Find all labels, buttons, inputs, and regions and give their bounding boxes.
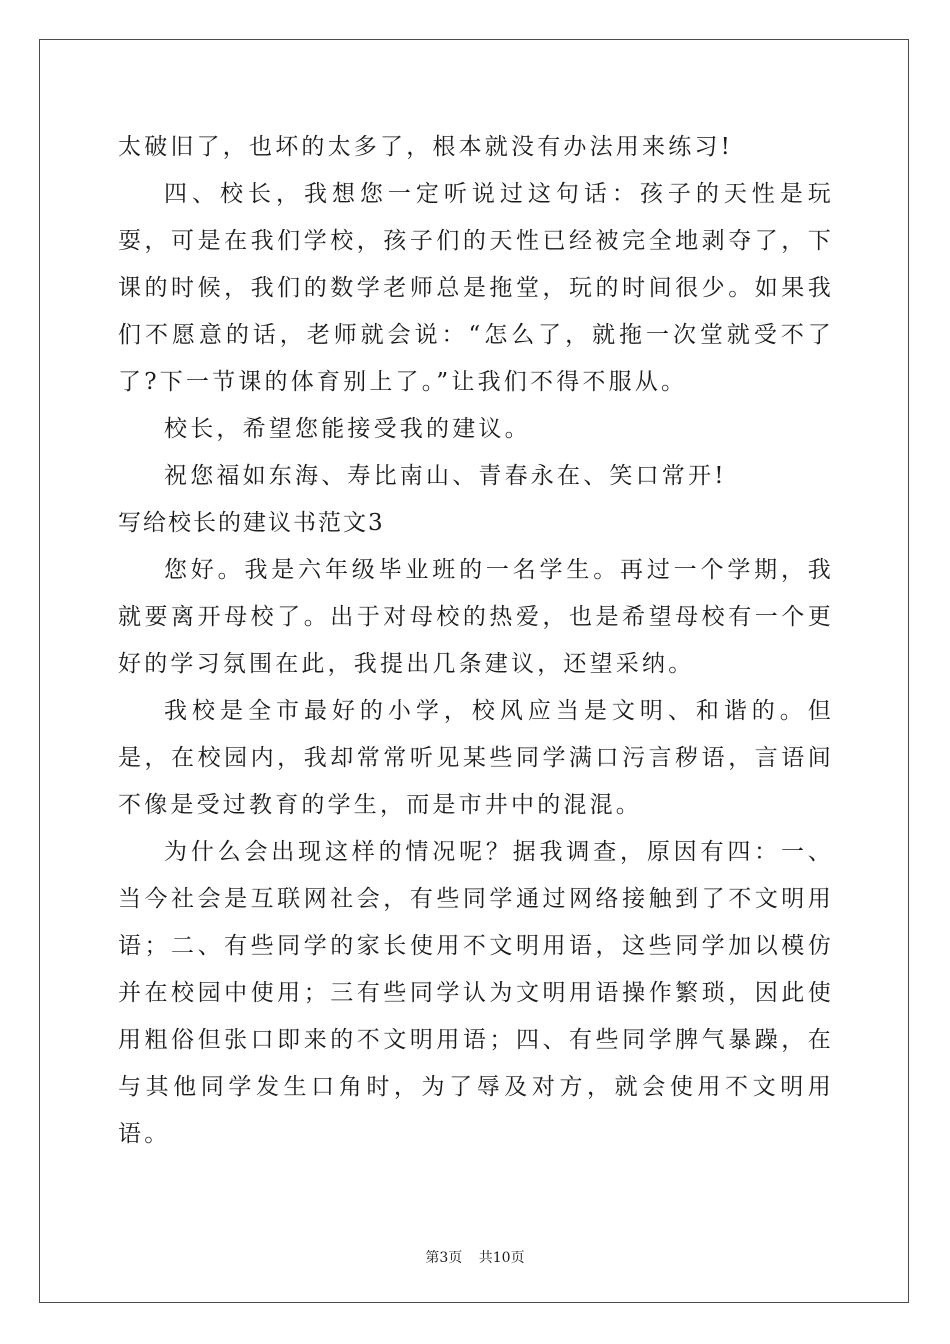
document-body	[118, 124, 834, 1158]
paragraph-reasons: 为什么会出现这样的情况呢？据我调查，原因有四：一、当今社会是互联网社会，有些同学通过网络接触到了不文明用语；二、有些同学的家长使用不文明用语，这些同学加以模仿并在校园中使用；三有些同学认为文明用语操作繁琐，因此使用粗俗但张口即来的不文明用语；四、有些同学脾气暴躁，在与其他同学发生口角时，为了辱及对方，就会使用不文明用语。	[118, 839, 834, 1147]
page-total: 共10页	[478, 1250, 525, 1266]
paragraph-greeting: 您好。我是六年级毕业班的一名学生。再过一个学期，我就要离开母校了。出于对母校的热爱，也是希望母校有一个更好的学习氛围在此，我提出几条建议，还望采纳。	[118, 557, 834, 677]
paragraph-continuation: 太破旧了，也坏的太多了，根本就没有办法用来练习!	[118, 134, 734, 160]
paragraph-blessing: 祝您福如东海、寿比南山、青春永在、笑口常开!	[164, 463, 727, 489]
page-footer	[0, 1247, 950, 1267]
paragraph-school-culture: 我校是全市最好的小学，校风应当是文明、和谐的。但是，在校园内，我却常常听见某些同学满口污言秽语，言语间不像是受过教育的学生，而是市井中的混混。	[118, 698, 834, 818]
paragraph-point-four: 四、校长，我想您一定听说过这句话：孩子的天性是玩耍，可是在我们学校，孩子们的天性已经被完全地剥夺了，下课的时候，我们的数学老师总是拖堂，玩的时间很少。如果我们不愿意的话，老师就会说：“怎么了，就拖一次堂就受不了了?下一节课的体育别上了。”让我们不得不服从。	[118, 181, 834, 395]
paragraph-request: 校长，希望您能接受我的建议。	[164, 416, 531, 442]
page-number: 第3页	[425, 1250, 463, 1266]
section-heading: 写给校长的建议书范文3	[118, 510, 385, 536]
